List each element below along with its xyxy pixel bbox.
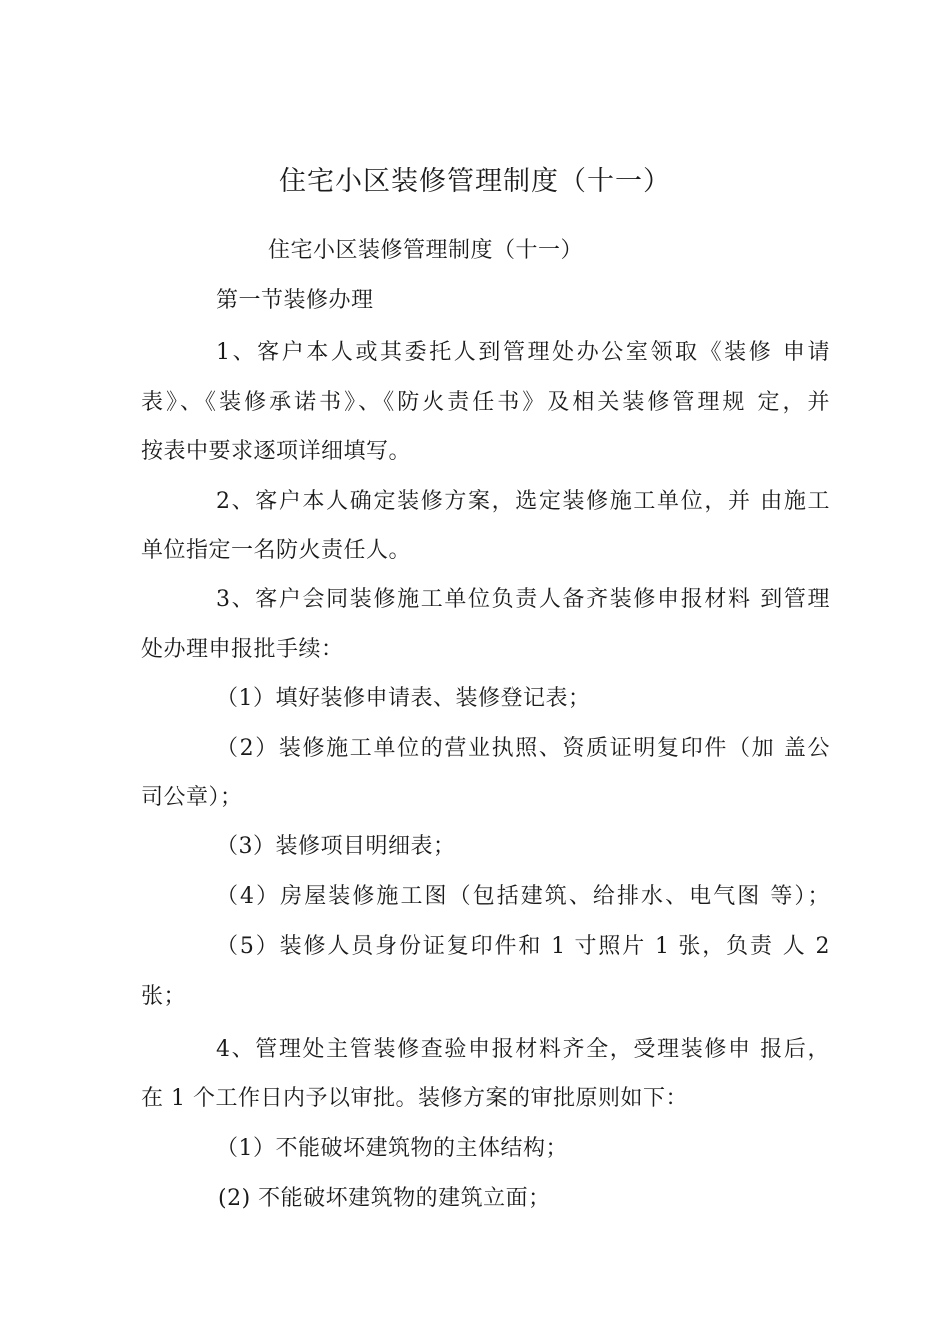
- paragraph-line: 单位指定一名防火责任人。: [141, 538, 412, 563]
- paragraph-line: 3、客户会同装修施工单位负责人备齐装修申报材料 到管理: [216, 587, 830, 612]
- list-item: （2）装修施工单位的营业执照、资质证明复印件（加 盖公: [216, 736, 830, 761]
- list-item: 张；: [141, 984, 187, 1009]
- paragraph-line: 按表中要求逐项详细填写。: [141, 439, 412, 464]
- paragraph-line: 表》、《装修承诺书》、《防火责任书》及相关装修管理规 定，并: [141, 390, 830, 415]
- document-title: 住宅小区装修管理制度（十一）: [279, 166, 671, 197]
- list-item: (2) 不能破坏建筑物的建筑立面；: [218, 1186, 551, 1211]
- list-item: （1）填好装修申请表、装修登记表；: [216, 686, 591, 711]
- paragraph-line: 处办理申报批手续：: [141, 637, 344, 662]
- list-item: 司公章）；: [141, 785, 243, 810]
- list-item: （5）装修人员身份证复印件和 1 寸照片 1 张，负责 人 2: [216, 934, 830, 959]
- paragraph-line: 2、客户本人确定装修方案，选定装修施工单位，并 由施工: [216, 489, 830, 514]
- paragraph-line: 在 1 个工作日内予以审批。装修方案的审批原则如下：: [141, 1086, 688, 1111]
- section-heading: 第一节装修办理: [216, 288, 374, 313]
- paragraph-line: 1、客户本人或其委托人到管理处办公室领取《装修 申请: [216, 340, 830, 365]
- paragraph-line: 4、管理处主管装修查验申报材料齐全，受理装修申 报后，: [216, 1037, 830, 1062]
- list-item: （4）房屋装修施工图（包括建筑、给排水、电气图 等）；: [216, 884, 830, 909]
- list-item: （3）装修项目明细表；: [216, 834, 456, 859]
- list-item: （1）不能破坏建筑物的主体结构；: [216, 1136, 568, 1161]
- document-subtitle: 住宅小区装修管理制度（十一）: [268, 238, 584, 263]
